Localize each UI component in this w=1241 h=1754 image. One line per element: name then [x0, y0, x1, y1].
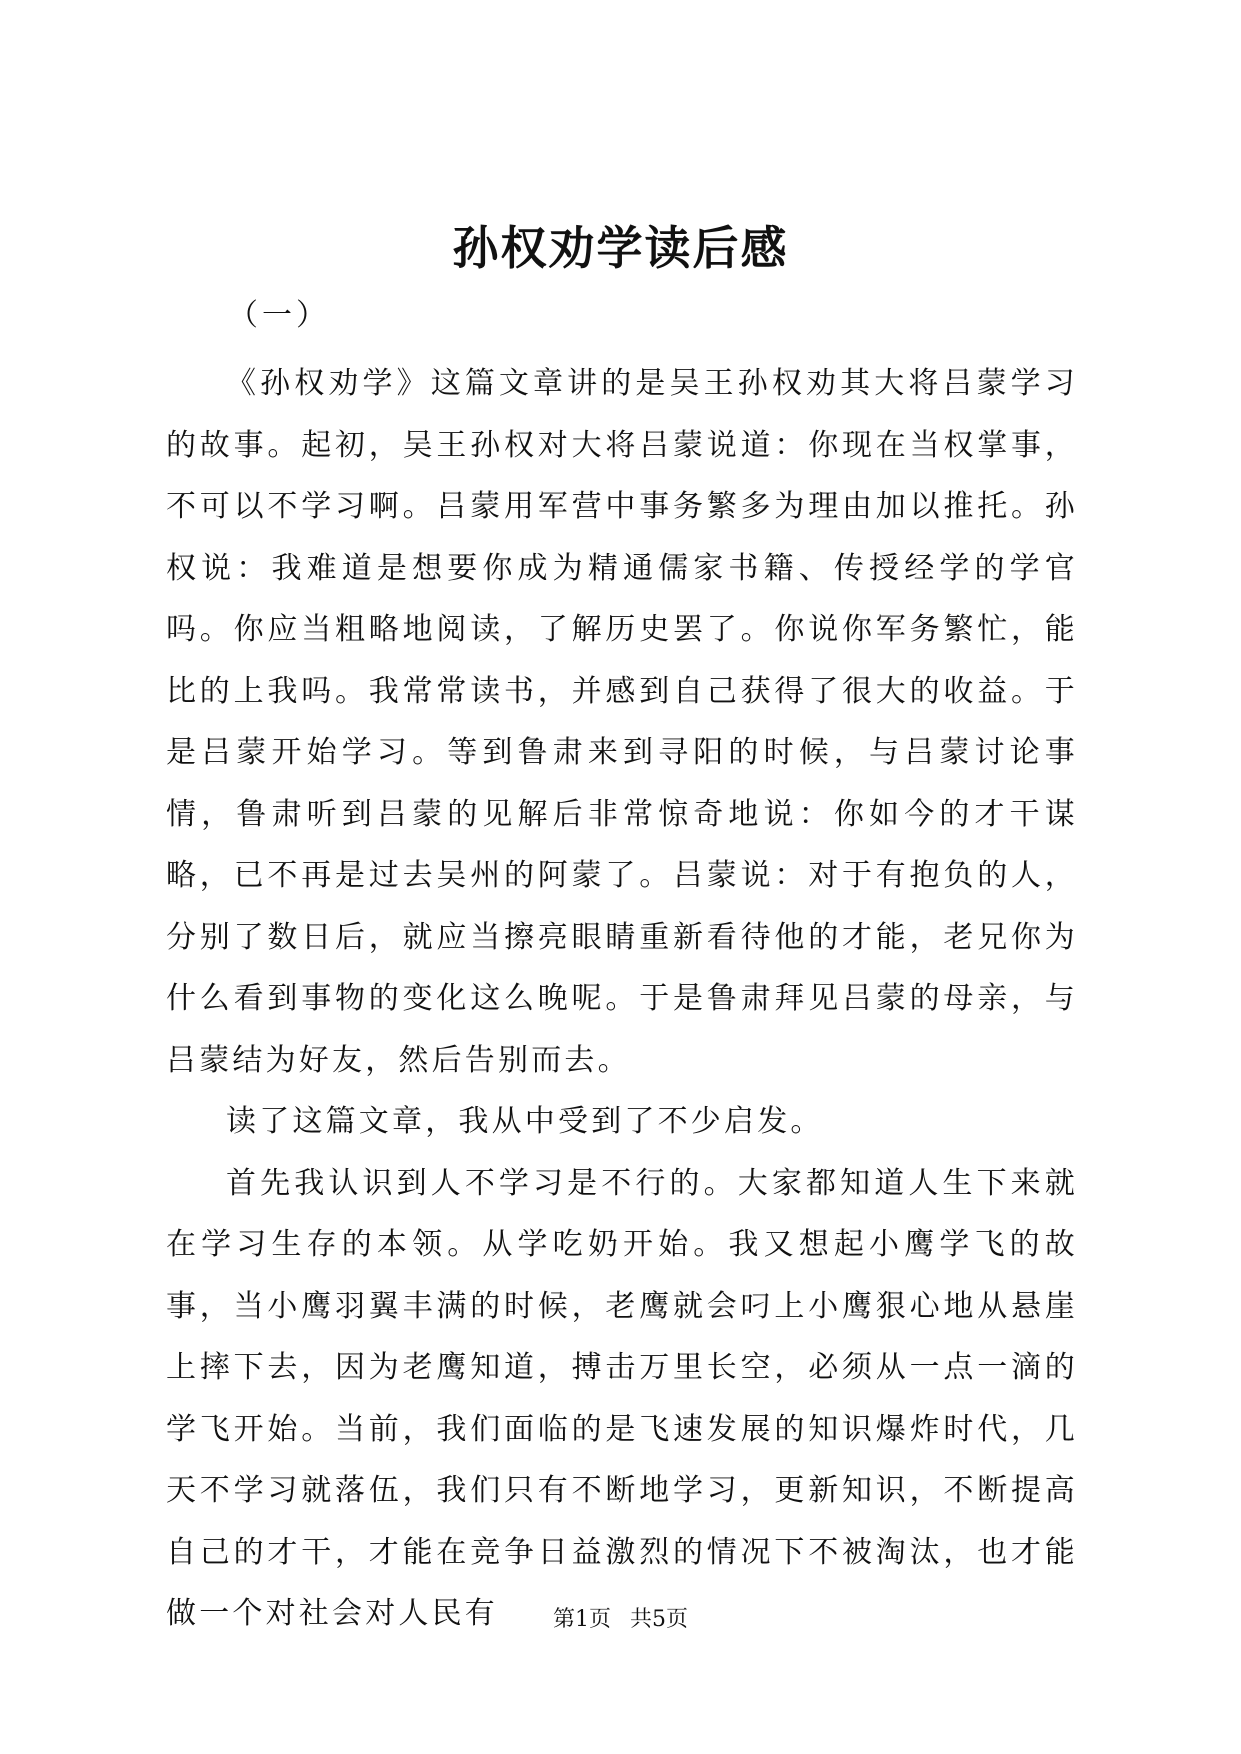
paragraph: 读了这篇文章，我从中受到了不少启发。	[226, 1104, 824, 1139]
document-body	[166, 353, 1078, 1645]
page-number: 第1页	[553, 1607, 611, 1632]
page-count: 共5页	[630, 1607, 688, 1632]
page-footer	[0, 1605, 1241, 1635]
paragraph: 首先我认识到人不学习是不行的。大家都知道人生下来就在学习生存的本领。从学吃奶开始。我又想起小鹰学飞的故事，当小鹰羽翼丰满的时候，老鹰就会叼上小鹰狠心地从悬崖上摔下去，因为老鹰知道，搏击万里长空，必须从一点一滴的学飞开始。当前，我们面临的是飞速发展的知识爆炸时代，几天不学习就落伍，我们只有不断地学习，更新知识，不断提高自己的才干，才能在竞争日益激烈的情况下不被淘汰，也才能做一个对社会对人民有	[166, 1165, 1078, 1631]
section-label: （一）	[228, 298, 330, 333]
paragraph: 《孙权劝学》这篇文章讲的是吴王孙权劝其大将吕蒙学习的故事。起初，吴王孙权对大将吕蒙说道：你现在当权掌事，不可以不学习啊。吕蒙用军营中事务繁多为理由加以推托。孙权说：我难道是想要你成为精通儒家书籍、传授经学的学官吗。你应当粗略地阅读，了解历史罢了。你说你军务繁忙，能比的上我吗。我常常读书，并感到自己获得了很大的收益。于是吕蒙开始学习。等到鲁肃来到寻阳的时候，与吕蒙讨论事情，鲁肃听到吕蒙的见解后非常惊奇地说：你如今的才干谋略，已不再是过去吴州的阿蒙了。吕蒙说：对于有抱负的人，分别了数日后，就应当擦亮眼睛重新看待他的才能，老兄你为什么看到事物的变化这么晚呢。于是鲁肃拜见吕蒙的母亲，与吕蒙结为好友，然后告别而去。	[166, 366, 1078, 1078]
document-title: 孙权劝学读后感	[452, 221, 789, 275]
